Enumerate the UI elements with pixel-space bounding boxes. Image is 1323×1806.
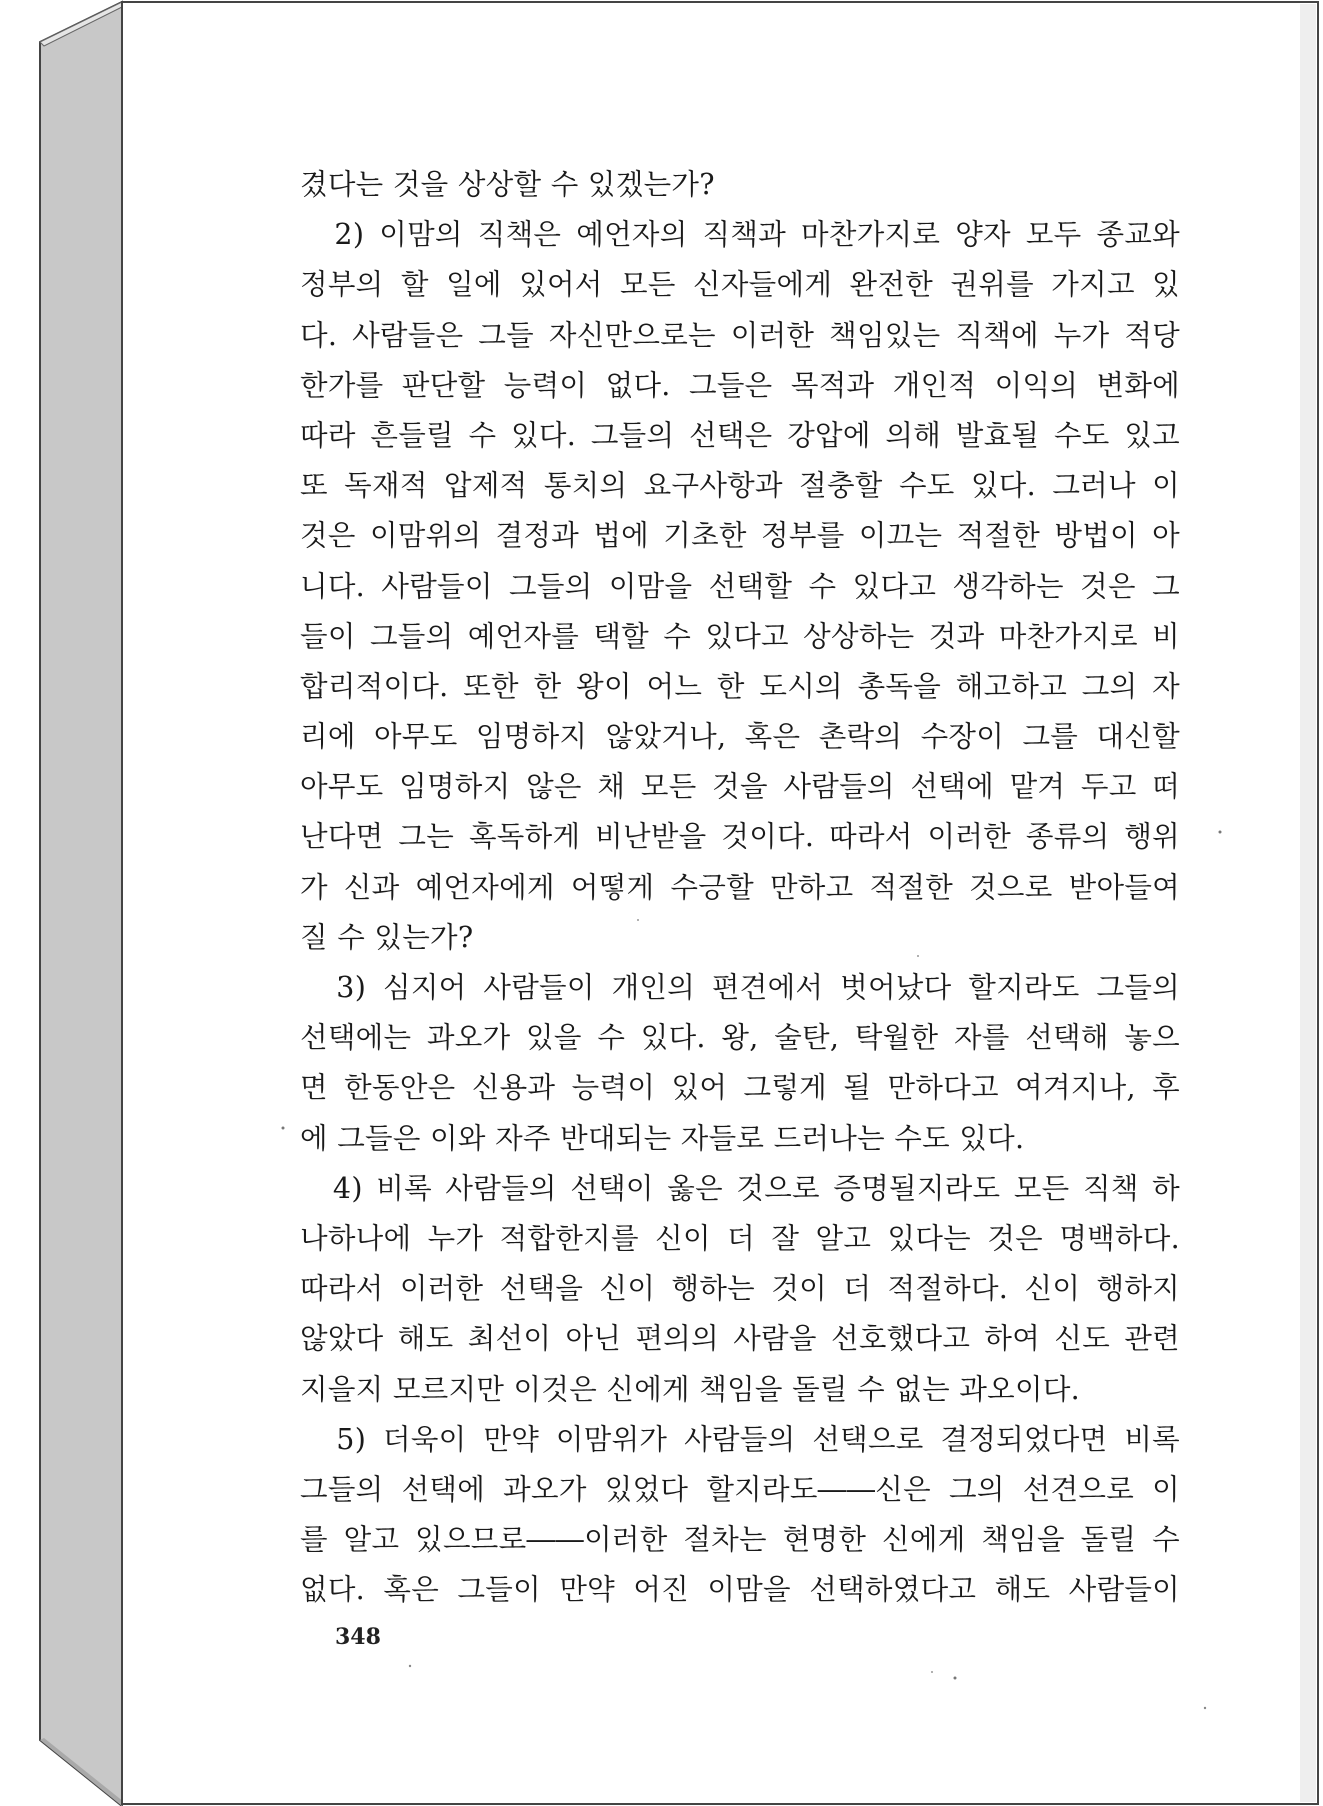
- text-line: 지을지 모르지만 이것은 신에게 책임을 돌릴 수 없는 과오이다.: [300, 1372, 1081, 1406]
- text-line: 따라 흔들릴 수 있다. 그들의 선택은 강압에 의해 발효될 수도 있고: [300, 418, 1180, 452]
- text-line: 다. 사람들은 그들 자신만으로는 이러한 책임있는 직책에 누가 적당: [300, 318, 1180, 352]
- text-line: 선택에는 과오가 있을 수 있다. 왕, 술탄, 탁월한 자를 선택해 놓으: [300, 1021, 1180, 1055]
- text-line: 질 수 있는가?: [300, 920, 474, 954]
- text-line: 2) 이맘의 직책은 예언자의 직책과 마찬가지로 양자 모두 종교와: [300, 218, 1180, 252]
- body-text: [300, 160, 1180, 1615]
- text-line: 겼다는 것을 상상할 수 있겠는가?: [300, 168, 715, 201]
- text-line: 나하나에 누가 적합한지를 신이 더 잘 알고 있다는 것은 명백하다.: [300, 1221, 1180, 1255]
- text-line: 5) 더욱이 만약 이맘위가 사람들의 선택으로 결정되었다면 비록: [300, 1422, 1180, 1456]
- text-line: 리에 아무도 임명하지 않았거나, 혹은 촌락의 수장이 그를 대신할: [300, 720, 1180, 754]
- page-number: 348: [335, 1624, 381, 1650]
- text-line: 한가를 판단할 능력이 없다. 그들은 목적과 개인적 이익의 변화에: [300, 368, 1180, 402]
- text-line: 가 신과 예언자에게 어떻게 수긍할 만하고 적절한 것으로 받아들여: [300, 870, 1180, 904]
- text-line: 그들의 선택에 과오가 있었다 할지라도――신은 그의 선견으로 이: [300, 1472, 1180, 1506]
- text-line: 따라서 이러한 선택을 신이 행하는 것이 더 적절하다. 신이 행하지: [300, 1272, 1180, 1306]
- text-line: 를 알고 있으므로――이러한 절차는 현명한 신에게 책임을 돌릴 수: [300, 1523, 1180, 1557]
- text-line: 아무도 임명하지 않은 채 모든 것을 사람들의 선택에 맡겨 두고 떠: [300, 770, 1180, 804]
- text-line: 않았다 해도 최선이 아닌 편의의 사람을 선호했다고 하여 신도 관련: [300, 1322, 1180, 1356]
- text-line: 것은 이맘위의 결정과 법에 기초한 정부를 이끄는 적절한 방법이 아: [300, 519, 1180, 553]
- text-line: 에 그들은 이와 자주 반대되는 자들로 드러나는 수도 있다.: [300, 1121, 1025, 1155]
- text-line: 합리적이다. 또한 한 왕이 어느 한 도시의 총독을 해고하고 그의 자: [300, 669, 1180, 703]
- text-line: 정부의 할 일에 있어서 모든 신자들에게 완전한 권위를 가지고 있: [300, 268, 1180, 302]
- text-line: 들이 그들의 예언자를 택할 수 있다고 상상하는 것과 마찬가지로 비: [300, 619, 1180, 653]
- text-line: 면 한동안은 신용과 능력이 있어 그렇게 될 만하다고 여겨지나, 후: [300, 1071, 1180, 1105]
- text-line: 3) 심지어 사람들이 개인의 편견에서 벗어났다 할지라도 그들의: [300, 971, 1180, 1004]
- text-line: 없다. 혹은 그들이 만약 어진 이맘을 선택하였다고 해도 사람들이: [300, 1573, 1180, 1607]
- text-line: 또 독재적 압제적 통치의 요구사항과 절충할 수도 있다. 그러나 이: [300, 469, 1180, 503]
- text-line: 4) 비록 사람들의 선택이 옳은 것으로 증명될지라도 모든 직책 하: [300, 1171, 1180, 1205]
- text-line: 니다. 사람들이 그들의 이맘을 선택할 수 있다고 생각하는 것은 그: [300, 569, 1180, 603]
- book-spine: [40, 2, 122, 1806]
- text-line: 난다면 그는 혹독하게 비난받을 것이다. 따라서 이러한 종류의 행위: [300, 820, 1180, 854]
